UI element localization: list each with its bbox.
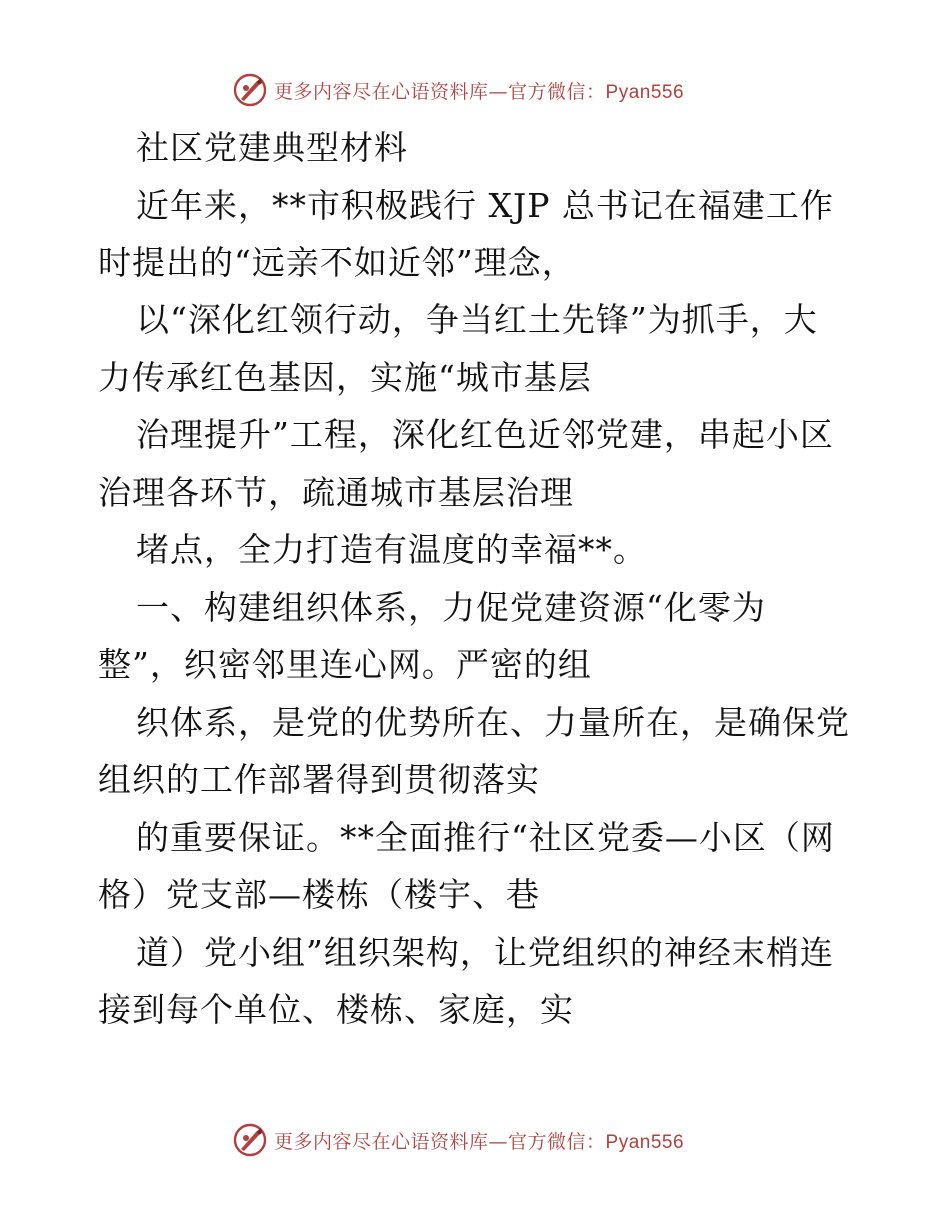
paragraph-line: 组织的工作部署得到贯彻落实 [98,760,540,799]
paragraph-line: 治理各环节，疏通城市基层治理 [98,473,574,512]
paragraph-line: 格）党支部—楼栋（楼宇、巷 [98,875,540,914]
paragraph-line: 接到每个单位、楼栋、家庭，实 [98,990,574,1029]
paragraph-line: 力传承红色基因，实施“城市基层 [98,358,592,397]
footer-watermark [232,1120,684,1160]
watermark-text: 更多内容尽在心语资料库—官方微信：Pyan556 [274,1130,685,1153]
paragraph-line: 治理提升”工程，深化红色近邻党建，串起小区 [136,415,834,454]
paragraph-line: 织体系，是党的优势所在、力量所在，是确保党 [136,703,850,742]
watermark-text: 更多内容尽在心语资料库—官方微信：Pyan556 [274,80,685,103]
section-heading-line: 整”，织密邻里连心网。严密的组 [98,645,592,684]
paragraph-line: 道）党小组”组织架构，让党组织的神经末梢连 [136,933,834,972]
paragraph-line: 时提出的“远亲不如近邻”理念， [98,243,576,282]
paragraph-line: 以“深化红领行动，争当红土先锋”为抓手，大 [136,300,818,339]
paragraph-line: 的重要保证。**全面推行“社区党委—小区（网 [136,818,835,857]
watermark-id: Pyan556 [605,81,685,103]
quill-logo-icon [232,72,268,108]
section-heading-line: 一、构建组织体系，力促党建资源“化零为 [136,588,766,627]
watermark-id: Pyan556 [605,1131,685,1153]
header-watermark [232,70,684,110]
paragraph-line: 近年来，**市积极践行 XJP 总书记在福建工作 [136,186,834,225]
quill-logo-icon [232,1122,268,1158]
document-title: 社区党建典型材料 [136,128,408,167]
paragraph-line: 堵点，全力打造有温度的幸福**。 [136,530,647,569]
